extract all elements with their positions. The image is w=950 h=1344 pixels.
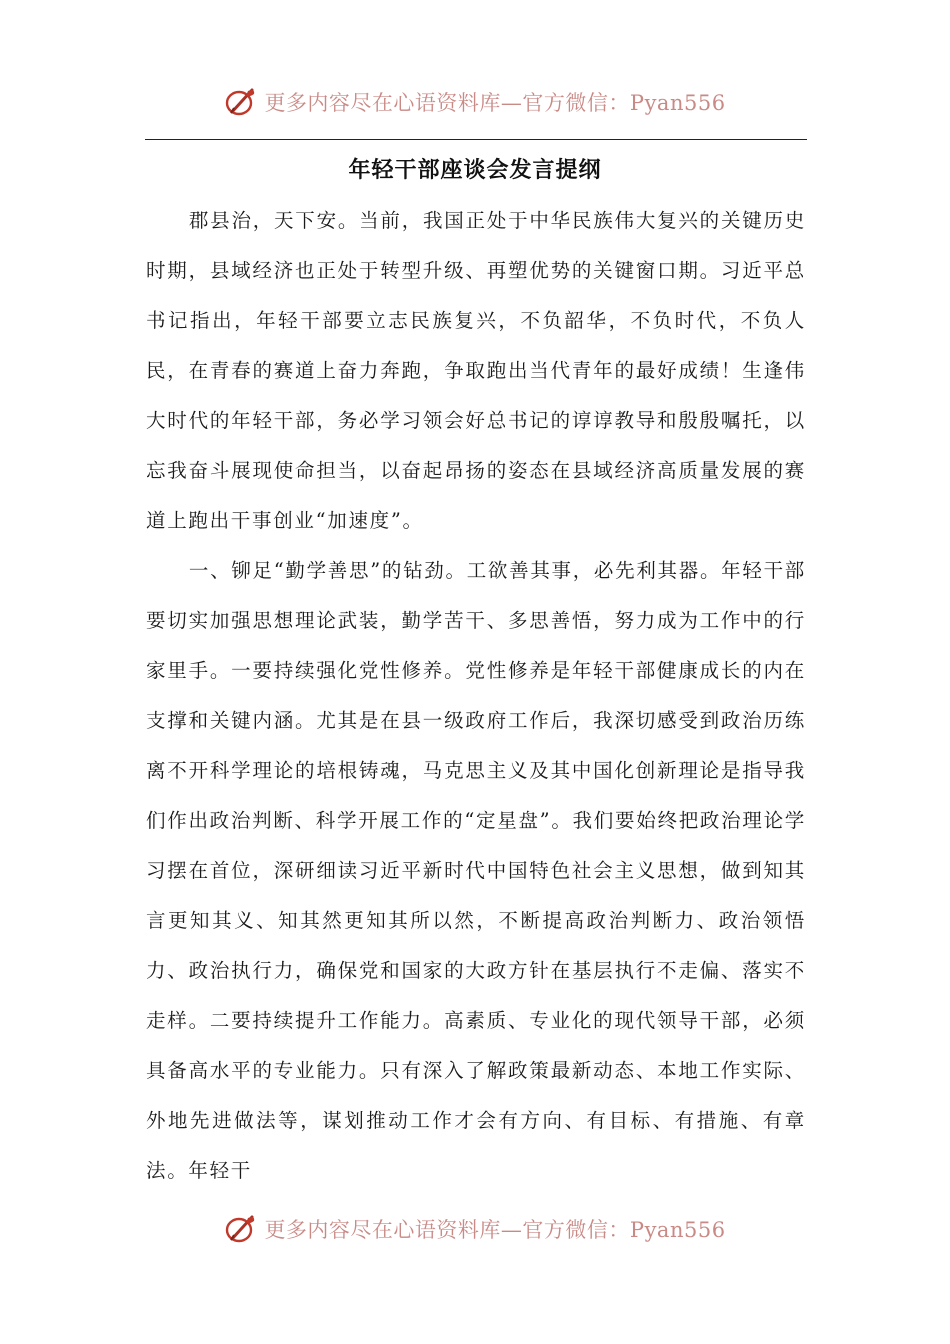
paragraph-section-one: 一、铆足“勤学善思”的钻劲。工欲善其事，必先利其器。年轻干部要切实加强思想理论武装，勤学苦干、多思善悟，努力成为工作中的行家里手。一要持续强化党性修养。党性修养是年轻干部健康成长的内在支撑和关键内涵。尤其是在县一级政府工作后，我深切感受到政治历练离不开科学理论的培根铸魂，马克思主义及其中国化创新理论是指导我们作出政治判断、科学开展工作的“定星盘”。我们要始终把政治理论学习摆在首位，深研细读习近平新时代中国特色社会主义思想，做到知其言更知其义、知其然更知其所以然，不断提高政治判断力、政治领悟力、政治执行力，确保党和国家的大政方针在基层执行不走偏、落实不走样。二要持续提升工作能力。高素质、专业化的现代领导干部，必须具备高水平的专业能力。只有深入了解政策最新动态、本地工作实际、外地先进做法等，谋划推动工作才会有方向、有目标、有措施、有章法。年轻干 xyxy=(146,559,806,1182)
banner-text: 更多内容尽在心语资料库—官方微信：Pyan556 xyxy=(264,91,726,115)
header-banner xyxy=(0,82,950,122)
banner-text: 更多内容尽在心语资料库—官方微信：Pyan556 xyxy=(264,1218,726,1242)
header-divider xyxy=(145,139,807,140)
quill-pen-logo-icon xyxy=(224,1212,258,1246)
footer-banner xyxy=(0,1209,950,1249)
paragraph-intro: 郡县治，天下安。当前，我国正处于中华民族伟大复兴的关键历史时期，县域经济也正处于转型升级、再塑优势的关键窗口期。习近平总书记指出，年轻干部要立志民族复兴，不负韶华，不负时代，不负人民，在青春的赛道上奋力奔跑，争取跑出当代青年的最好成绩！生逢伟大时代的年轻干部，务必学习领会好总书记的谆谆教导和殷殷嘱托，以忘我奋斗展现使命担当，以奋起昂扬的姿态在县域经济高质量发展的赛道上跑出干事创业“加速度”。 xyxy=(146,209,806,532)
quill-pen-logo-icon xyxy=(224,85,258,119)
document-body xyxy=(146,196,806,1196)
document-title: 年轻干部座谈会发言提纲 xyxy=(348,158,602,183)
